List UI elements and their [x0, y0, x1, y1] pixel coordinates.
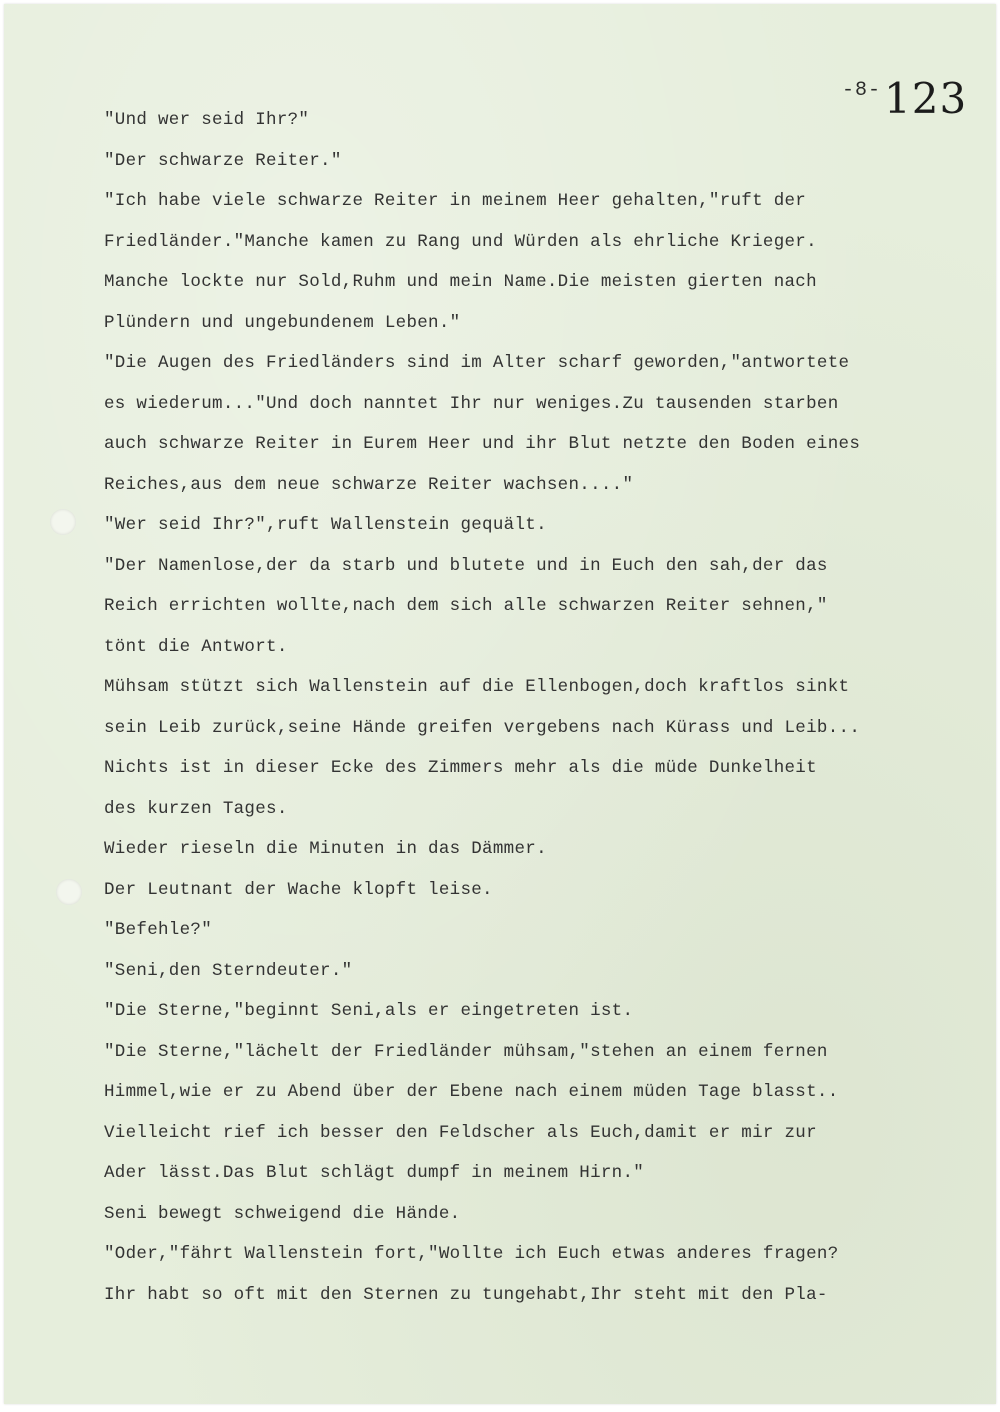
text-line: "Seni,den Sterndeuter." [104, 960, 353, 981]
text-line: "Die Sterne,"lächelt der Friedländer mühsam,"stehen an einem fernen [104, 1041, 828, 1062]
text-line: Seni bewegt schweigend die Hände. [104, 1203, 461, 1224]
text-line: Plündern und ungebundenem Leben." [104, 312, 461, 333]
text-line: auch schwarze Reiter in Eurem Heer und ihr Blut netzte den Boden eines [104, 434, 861, 454]
text-line: Manche lockte nur Sold,Ruhm und mein Name.Die meisten gierten nach [104, 272, 817, 292]
text-line: "Der schwarze Reiter." [104, 150, 342, 171]
text-line: Mühsam stützt sich Wallenstein auf die Ellenbogen,doch kraftlos sinkt [104, 677, 850, 697]
punch-hole [56, 879, 82, 905]
text-line: "Befehle?" [104, 920, 213, 940]
page-number: -8- [842, 79, 882, 102]
text-line: Ader lässt.Das Blut schlägt dumpf in meinem Hirn." [104, 1163, 645, 1183]
text-line: Ihr habt so oft mit den Sternen zu tungehabt,Ihr steht mit den Pla- [104, 1284, 828, 1305]
punch-hole [50, 509, 76, 535]
typewritten-text [104, 100, 984, 1315]
text-line: "Der Namenlose,der da starb und blutete und in Euch den sah,der das [104, 555, 828, 576]
text-line: Friedländer."Manche kamen zu Rang und Würden als ehrliche Krieger. [104, 231, 817, 252]
text-line: Wieder rieseln die Minuten in das Dämmer. [104, 839, 547, 859]
document-page [4, 4, 996, 1404]
text-line: tönt die Antwort. [104, 636, 288, 657]
text-line: es wiederum..."Und doch nanntet Ihr nur weniges.Zu tausenden starben [104, 393, 839, 414]
text-line: Der Leutnant der Wache klopft leise. [104, 879, 493, 900]
folio-number: 123 [884, 74, 968, 123]
text-line: Himmel,wie er zu Abend über der Ebene nach einem müden Tage blasst.. [104, 1082, 839, 1102]
text-line: "Die Augen des Friedländers sind im Alter scharf geworden,"antwortete [104, 353, 850, 373]
text-line: Nichts ist in dieser Ecke des Zimmers mehr als die müde Dunkelheit [104, 758, 817, 778]
text-line: sein Leib zurück,seine Hände greifen vergebens nach Kürass und Leib... [104, 717, 861, 738]
text-line: des kurzen Tages. [104, 798, 288, 819]
text-line: "Oder,"fährt Wallenstein fort,"Wollte ich Euch etwas anderes fragen? [104, 1244, 839, 1264]
text-line: Vielleicht rief ich besser den Feldscher als Euch,damit er mir zur [104, 1122, 817, 1143]
text-line: "Ich habe viele schwarze Reiter in meinem Heer gehalten,"ruft der [104, 191, 807, 211]
text-line: Reiches,aus dem neue schwarze Reiter wachsen...." [104, 474, 634, 495]
text-line: Reich errichten wollte,nach dem sich alle schwarzen Reiter sehnen," [104, 596, 828, 616]
text-line: "Die Sterne,"beginnt Seni,als er eingetreten ist. [104, 1001, 634, 1021]
text-line: "Wer seid Ihr?",ruft Wallenstein gequält. [104, 515, 547, 535]
text-line: "Und wer seid Ihr?" [104, 110, 310, 130]
